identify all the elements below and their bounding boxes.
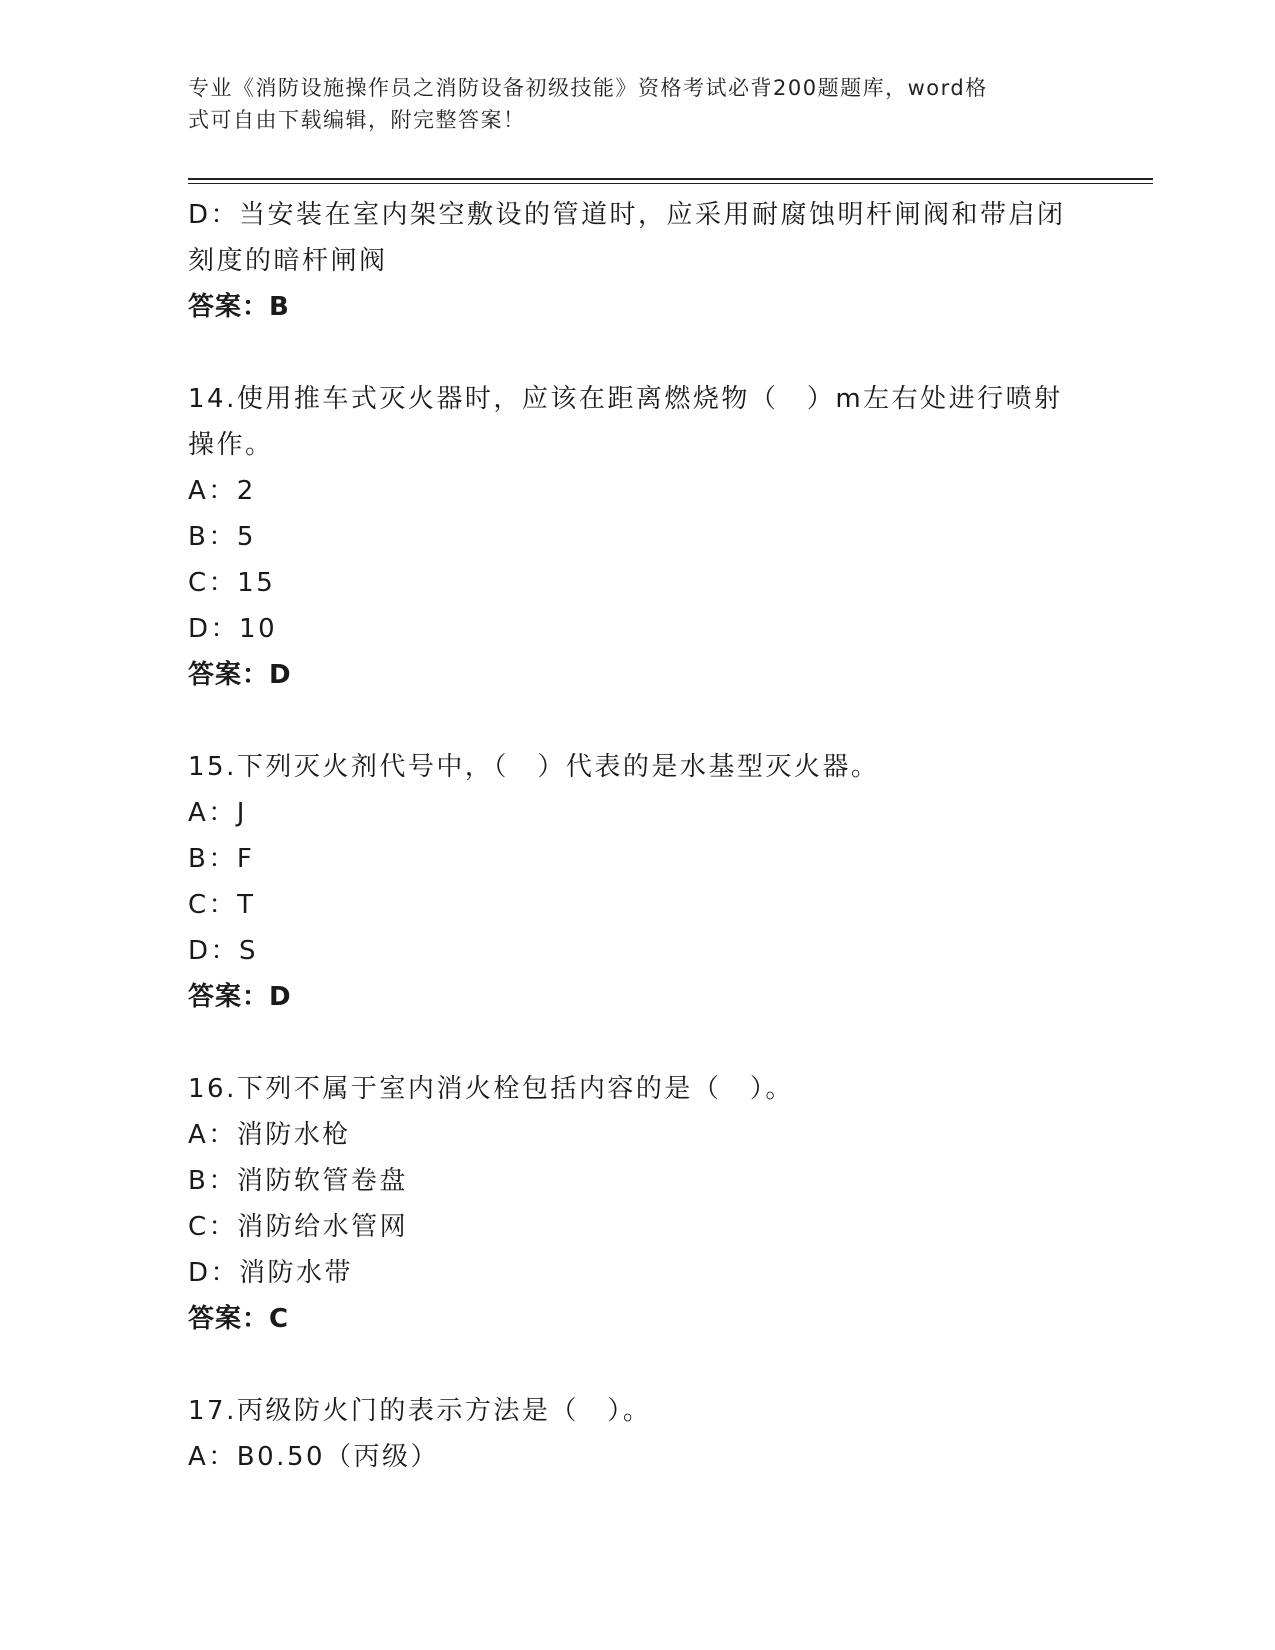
question-17 — [188, 1388, 1088, 1480]
option-label: A： — [188, 798, 237, 828]
question-stem-line1: 17.丙级防火门的表示方法是（ ）。 — [188, 1396, 652, 1426]
option-text: B0.50（丙级） — [236, 1442, 440, 1472]
option-a — [188, 790, 1088, 836]
question-stem-line1: 15.下列灭火剂代号中，（ ）代表的是水基型灭火器。 — [188, 752, 880, 782]
option-c — [188, 1204, 1088, 1250]
option-text: 2 — [236, 476, 256, 506]
spacer — [188, 698, 1088, 744]
option-c — [188, 560, 1088, 606]
prev-answer: 答案：B — [188, 292, 290, 322]
option-label: C： — [188, 890, 238, 920]
option-label: D： — [188, 614, 240, 644]
option-text: S — [239, 936, 259, 966]
question-content — [188, 192, 1088, 1480]
prev-question-block — [188, 192, 1088, 330]
option-label: B： — [188, 1166, 237, 1196]
option-label: A： — [188, 476, 237, 506]
spacer — [188, 1020, 1088, 1066]
spacer — [188, 1342, 1088, 1388]
option-label: B： — [188, 844, 237, 874]
option-a — [188, 1434, 1088, 1480]
option-label: D： — [188, 1258, 240, 1288]
option-text: J — [236, 798, 247, 828]
option-label: A： — [188, 1120, 237, 1150]
option-c — [188, 882, 1088, 928]
option-text: T — [237, 890, 256, 920]
question-stem-line1: 14.使用推车式灭火器时，应该在距离燃烧物（ ）m左右处进行喷射 — [188, 384, 1063, 414]
answer: 答案：D — [188, 660, 292, 690]
option-text: 10 — [239, 614, 278, 644]
option-label: A： — [188, 1442, 237, 1472]
option-label: D： — [188, 936, 240, 966]
option-text: 消防软管卷盘 — [236, 1166, 408, 1196]
prev-option-d-line1: D：当安装在室内架空敷设的管道时，应采用耐腐蚀明杆闸阀和带启闭 — [188, 200, 1066, 230]
question-stem-line1: 16.下列不属于室内消火栓包括内容的是（ ）。 — [188, 1074, 794, 1104]
option-b — [188, 1158, 1088, 1204]
header-divider-thin — [188, 183, 1153, 184]
document-header — [188, 72, 1068, 136]
answer: 答案：C — [188, 1304, 290, 1334]
option-label: C： — [188, 1212, 238, 1242]
question-16 — [188, 1066, 1088, 1342]
option-text: 消防水枪 — [236, 1120, 351, 1150]
option-b — [188, 836, 1088, 882]
option-d — [188, 1250, 1088, 1296]
prev-option-d-line2: 刻度的暗杆闸阀 — [188, 246, 388, 276]
option-d — [188, 606, 1088, 652]
header-divider-thick — [188, 178, 1153, 180]
header-line-2: 式可自由下载编辑，附完整答案！ — [188, 108, 526, 132]
option-label: B： — [188, 522, 237, 552]
option-text: 消防水带 — [239, 1258, 354, 1288]
question-14 — [188, 376, 1088, 698]
option-d — [188, 928, 1088, 974]
question-15 — [188, 744, 1088, 1020]
header-line-1: 专业《消防设施操作员之消防设备初级技能》资格考试必背200题题库，word格 — [188, 76, 988, 100]
option-text: 消防给水管网 — [237, 1212, 409, 1242]
option-a — [188, 468, 1088, 514]
option-text: F — [236, 844, 255, 874]
spacer — [188, 330, 1088, 376]
option-label: C： — [188, 568, 238, 598]
answer: 答案：D — [188, 982, 292, 1012]
option-text: 15 — [237, 568, 276, 598]
question-stem-line2: 操作。 — [188, 430, 274, 460]
option-b — [188, 514, 1088, 560]
option-a — [188, 1112, 1088, 1158]
option-text: 5 — [236, 522, 256, 552]
